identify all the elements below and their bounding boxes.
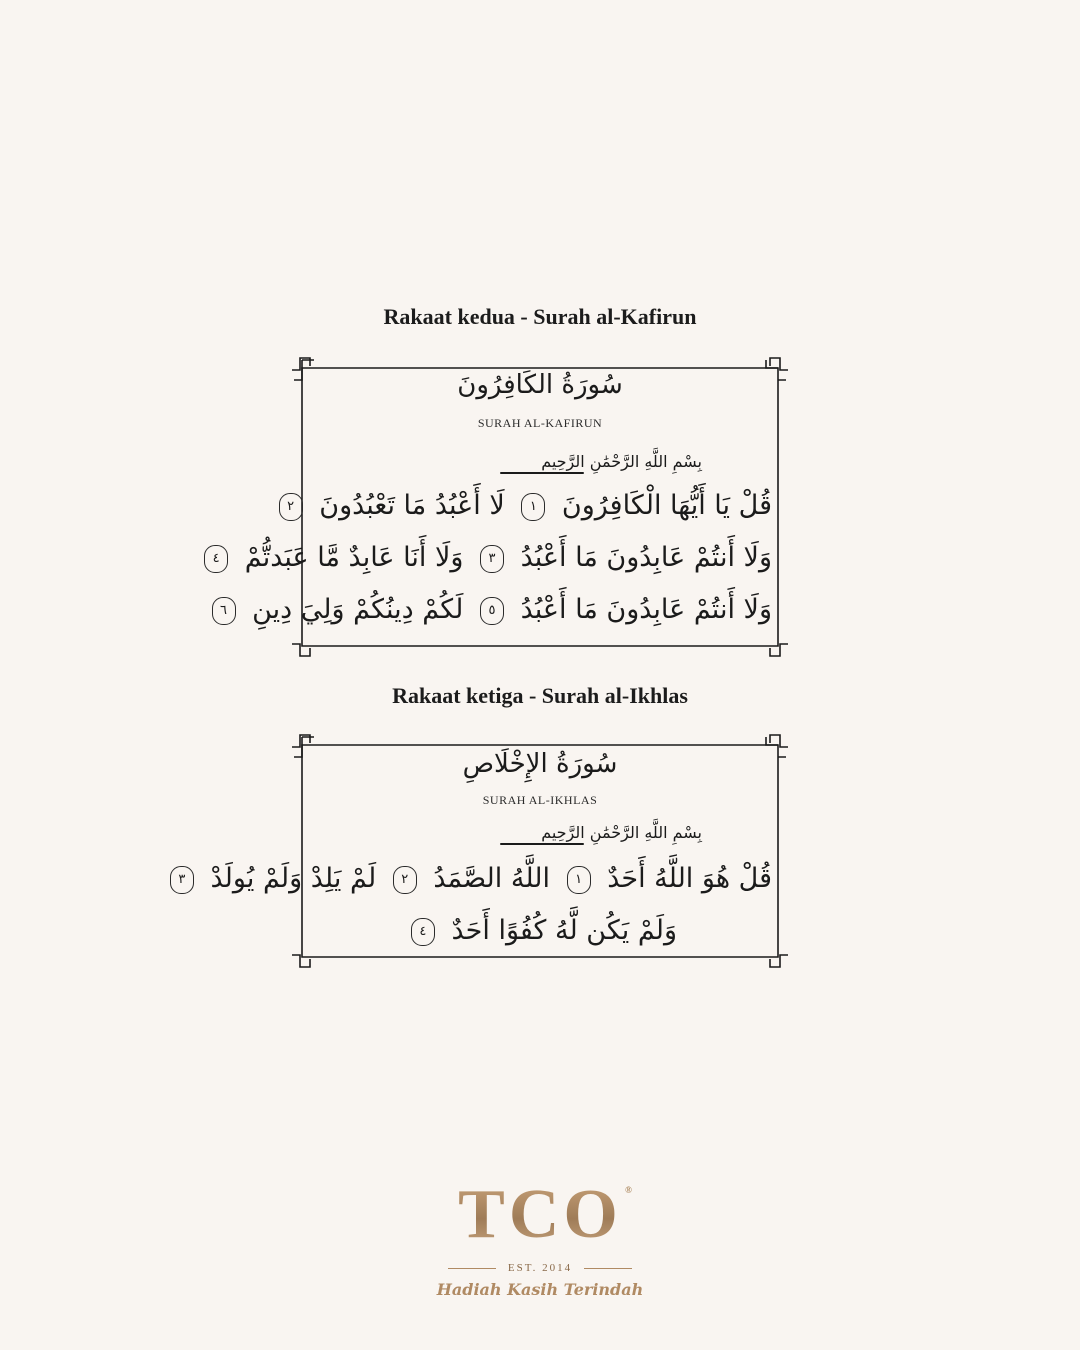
- verse-text: لَكُمْ دِينُكُمْ وَلِيَ دِينِ: [252, 594, 464, 625]
- ayah-number-marker: ٥: [480, 597, 504, 625]
- verse-text: لَا أَعْبُدُ مَا تَعْبُدُونَ: [319, 490, 505, 521]
- surah-name-arabic: سُورَةُ الإِخْلَاصِ: [462, 749, 618, 779]
- logo-wordmark: TCO: [458, 1176, 622, 1253]
- verse-text: اللَّهُ الصَّمَدُ: [433, 863, 551, 894]
- ayah-number-marker: ٦: [212, 597, 236, 625]
- divider: [584, 1268, 632, 1269]
- verse-text: قُلْ هُوَ اللَّهُ أَحَدٌ: [607, 863, 772, 894]
- verse-text: لَمْ يَلِدْ وَلَمْ يُولَدْ: [210, 863, 377, 894]
- verse-text: وَلَا أَنتُمْ عَابِدُونَ مَا أَعْبُدُ: [520, 594, 772, 625]
- basmalah: بِسْمِ اللَّهِ الرَّحْمَٰنِ الرَّحِيمِ: [541, 452, 702, 471]
- surah-frame-kafirun: [212, 356, 790, 658]
- brand-logo: [0, 1176, 1080, 1299]
- logo-mark: [458, 1176, 636, 1253]
- verse-line: [212, 542, 772, 573]
- ayah-number-marker: ٤: [204, 545, 228, 573]
- section-title-kafirun: Rakaat kedua - Surah al-Kafirun: [383, 304, 697, 329]
- registered-mark: ®: [625, 1185, 636, 1195]
- verse-text: وَلَا أَنَا عَابِدٌ مَّا عَبَدتُّمْ: [244, 542, 464, 573]
- surah-name-latin: SURAH AL-KAFIRUN: [477, 416, 603, 430]
- verse-text: وَلَمْ يَكُن لَّهُ كُفُوًا أَحَدٌ: [451, 915, 678, 946]
- verse-text: قُلْ يَا أَيُّهَا الْكَافِرُونَ: [561, 490, 772, 521]
- surah-name-arabic: سُورَةُ الكَافِرُونَ: [457, 370, 623, 400]
- basmalah-stroke: [500, 843, 584, 845]
- section-title-ikhlas: Rakaat ketiga - Surah al-Ikhlas: [392, 683, 688, 708]
- ayah-number-marker: ٢: [393, 866, 417, 894]
- ayah-number-marker: ٢: [279, 493, 303, 521]
- verse-line: [308, 915, 772, 946]
- verse-line: [178, 863, 772, 894]
- basmalah-stroke: [500, 472, 584, 474]
- ayah-number-marker: ٣: [480, 545, 504, 573]
- surah-name-latin: SURAH AL-IKHLAS: [482, 793, 598, 807]
- verse-line: [287, 490, 772, 521]
- ayah-number-marker: ١: [567, 866, 591, 894]
- logo-tagline: Hadiah Kasih Terindah: [436, 1280, 644, 1299]
- divider: [448, 1268, 496, 1269]
- verse-text: وَلَا أَنتُمْ عَابِدُونَ مَا أَعْبُدُ: [520, 542, 772, 573]
- ayah-number-marker: ٤: [411, 918, 435, 946]
- logo-est-row: [0, 1262, 1080, 1274]
- surah-frame-ikhlas: [178, 733, 790, 969]
- verse-line: [220, 594, 772, 625]
- basmalah: بِسْمِ اللَّهِ الرَّحْمَٰنِ الرَّحِيمِ: [541, 823, 702, 842]
- logo-established: EST. 2014: [507, 1262, 573, 1274]
- ayah-number-marker: ٣: [170, 866, 194, 894]
- ayah-number-marker: ١: [521, 493, 545, 521]
